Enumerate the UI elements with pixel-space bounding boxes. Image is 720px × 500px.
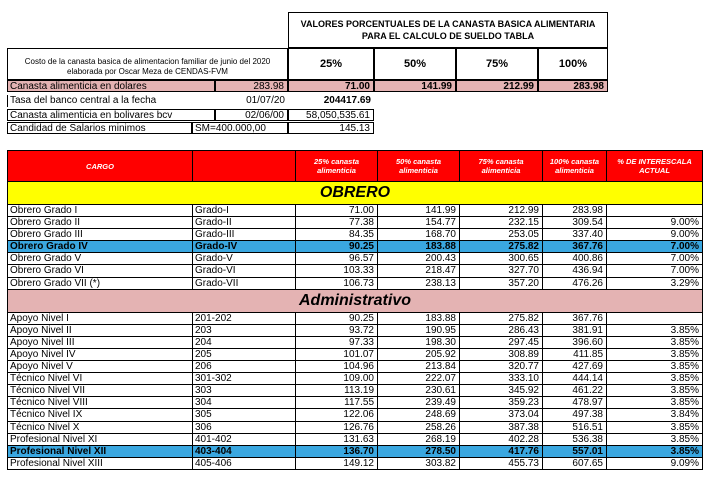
interescala-cell: 3.85%: [607, 336, 703, 348]
cargo-cell: Técnico Nivel VIII: [8, 397, 193, 409]
p50-cell: 248.69: [378, 409, 460, 421]
canasta-25-value: 71.00: [288, 80, 374, 92]
interescala-cell: 7.00%: [607, 265, 703, 277]
cargo-cell: Apoyo Nivel II: [8, 324, 193, 336]
p50-cell: 213.84: [378, 361, 460, 373]
interescala-cell: 3.85%: [607, 361, 703, 373]
column-header: CARGO: [8, 151, 193, 182]
pct-header-25: 25%: [288, 48, 374, 80]
p100-cell: 461.22: [543, 385, 607, 397]
p75-cell: 275.82: [460, 312, 543, 324]
cargo-cell: Profesional Nivel XI: [8, 433, 193, 445]
table-row: [8, 421, 703, 433]
interescala-cell: 3.85%: [607, 433, 703, 445]
cargo-cell: Técnico Nivel VII: [8, 385, 193, 397]
salarios-ref: SM=400.000,00: [192, 122, 288, 134]
pct-header-100: 100%: [538, 48, 608, 80]
table-row: [8, 433, 703, 445]
p50-cell: 190.95: [378, 324, 460, 336]
p50-cell: 154.77: [378, 217, 460, 229]
tasa-date: 01/07/20: [246, 95, 285, 106]
table-row: [8, 397, 703, 409]
grado-cell: 301-302: [193, 373, 296, 385]
table-row: [8, 348, 703, 360]
p50-cell: 200.43: [378, 253, 460, 265]
table-row: [8, 312, 703, 324]
table-row: [8, 241, 703, 253]
table-row: [8, 253, 703, 265]
summary-title-line2: PARA EL CALCULO DE SUELDO TABLA: [361, 31, 535, 41]
grado-cell: 203: [193, 324, 296, 336]
tasa-value: 204417.69: [323, 95, 371, 106]
grado-cell: 403-404: [193, 445, 296, 457]
pct-header-50: 50%: [374, 48, 456, 80]
bolivares-date: 02/06/00: [215, 109, 288, 121]
p50-cell: 168.70: [378, 229, 460, 241]
p50-cell: 183.88: [378, 241, 460, 253]
cargo-cell: Obrero Grado II: [8, 217, 193, 229]
p75-cell: 327.70: [460, 265, 543, 277]
section-obrero: [8, 182, 703, 205]
p100-cell: 411.85: [543, 348, 607, 360]
table-header-row: [8, 151, 703, 182]
p100-cell: 516.51: [543, 421, 607, 433]
p50-cell: 198.30: [378, 336, 460, 348]
salary-grid: [7, 150, 703, 470]
p25-cell: 113.19: [296, 385, 378, 397]
column-header: 75% canasta alimenticia: [460, 151, 543, 182]
p25-cell: 126.76: [296, 421, 378, 433]
p100-cell: 557.01: [543, 445, 607, 457]
table-row: [8, 229, 703, 241]
section-administrativo: [8, 289, 703, 312]
grado-cell: 201-202: [193, 312, 296, 324]
table-row: [8, 445, 703, 457]
interescala-cell: 3.85%: [607, 373, 703, 385]
canasta-100-value: 283.98: [538, 80, 608, 92]
table-row: [8, 265, 703, 277]
pct-header-75: 75%: [456, 48, 538, 80]
p50-cell: 218.47: [378, 265, 460, 277]
p100-cell: 381.91: [543, 324, 607, 336]
grado-cell: 303: [193, 385, 296, 397]
p50-cell: 222.07: [378, 373, 460, 385]
grado-cell: Grado-V: [193, 253, 296, 265]
p25-cell: 84.35: [296, 229, 378, 241]
grado-cell: 305: [193, 409, 296, 421]
p75-cell: 357.20: [460, 277, 543, 289]
p100-cell: 337.40: [543, 229, 607, 241]
cargo-cell: Apoyo Nivel I: [8, 312, 193, 324]
p100-cell: 478.97: [543, 397, 607, 409]
column-header: 50% canasta alimenticia: [378, 151, 460, 182]
p25-cell: 77.38: [296, 217, 378, 229]
p75-cell: 300.65: [460, 253, 543, 265]
table-row: [8, 457, 703, 469]
cargo-cell: Obrero Grado VII (*): [8, 277, 193, 289]
cargo-cell: Obrero Grado IV: [8, 241, 193, 253]
bolivares-value: 58,050,535.61: [288, 109, 374, 121]
table-row: [8, 385, 703, 397]
p100-cell: 607.65: [543, 457, 607, 469]
interescala-cell: 9.00%: [607, 217, 703, 229]
interescala-cell: 3.85%: [607, 445, 703, 457]
p25-cell: 122.06: [296, 409, 378, 421]
table-row: [8, 373, 703, 385]
p100-cell: 309.54: [543, 217, 607, 229]
cargo-cell: Apoyo Nivel V: [8, 361, 193, 373]
grado-cell: Grado-III: [193, 229, 296, 241]
p75-cell: 359.23: [460, 397, 543, 409]
p50-cell: 278.50: [378, 445, 460, 457]
interescala-cell: 9.00%: [607, 229, 703, 241]
p25-cell: 103.33: [296, 265, 378, 277]
p25-cell: 131.63: [296, 433, 378, 445]
interescala-cell: 3.85%: [607, 385, 703, 397]
p50-cell: 183.88: [378, 312, 460, 324]
cargo-cell: Profesional Nivel XII: [8, 445, 193, 457]
p100-cell: 536.38: [543, 433, 607, 445]
grado-cell: 206: [193, 361, 296, 373]
p75-cell: 297.45: [460, 336, 543, 348]
table-row: [8, 361, 703, 373]
interescala-cell: [607, 205, 703, 217]
p50-cell: 141.99: [378, 205, 460, 217]
grado-cell: Grado-VI: [193, 265, 296, 277]
interescala-cell: 7.00%: [607, 253, 703, 265]
p75-cell: 455.73: [460, 457, 543, 469]
grado-cell: Grado-VII: [193, 277, 296, 289]
grado-cell: 306: [193, 421, 296, 433]
cargo-cell: Obrero Grado III: [8, 229, 193, 241]
p75-cell: 232.15: [460, 217, 543, 229]
canasta-50-value: 141.99: [374, 80, 456, 92]
p100-cell: 396.60: [543, 336, 607, 348]
p75-cell: 345.92: [460, 385, 543, 397]
grado-cell: Grado-IV: [193, 241, 296, 253]
grado-cell: 304: [193, 397, 296, 409]
p25-cell: 93.72: [296, 324, 378, 336]
interescala-cell: 3.85%: [607, 348, 703, 360]
p75-cell: 387.38: [460, 421, 543, 433]
p100-cell: 444.14: [543, 373, 607, 385]
cargo-cell: Apoyo Nivel III: [8, 336, 193, 348]
cargo-cell: Obrero Grado I: [8, 205, 193, 217]
p50-cell: 205.92: [378, 348, 460, 360]
table-row: [8, 205, 703, 217]
p50-cell: 268.19: [378, 433, 460, 445]
p100-cell: 476.26: [543, 277, 607, 289]
column-header: 100% canasta alimenticia: [543, 151, 607, 182]
cargo-cell: Obrero Grado V: [8, 253, 193, 265]
column-header: 25% canasta alimenticia: [296, 151, 378, 182]
interescala-cell: 3.85%: [607, 397, 703, 409]
p75-cell: 417.76: [460, 445, 543, 457]
p100-cell: 497.38: [543, 409, 607, 421]
salary-table: [7, 150, 702, 470]
p25-cell: 109.00: [296, 373, 378, 385]
p50-cell: 258.26: [378, 421, 460, 433]
cargo-cell: Apoyo Nivel IV: [8, 348, 193, 360]
p25-cell: 97.33: [296, 336, 378, 348]
p75-cell: 253.05: [460, 229, 543, 241]
p100-cell: 436.94: [543, 265, 607, 277]
summary-title-line1: VALORES PORCENTUALES DE LA CANASTA BASICA ALIMENTARIA: [300, 19, 596, 29]
interescala-cell: 3.29%: [607, 277, 703, 289]
p25-cell: 136.70: [296, 445, 378, 457]
table-row: [8, 217, 703, 229]
column-header: [193, 151, 296, 182]
p25-cell: 90.25: [296, 241, 378, 253]
interescala-cell: 3.84%: [607, 409, 703, 421]
section-obrero-title: OBRERO: [8, 182, 703, 205]
p25-cell: 117.55: [296, 397, 378, 409]
grado-cell: 405-406: [193, 457, 296, 469]
table-row: [8, 409, 703, 421]
p75-cell: 212.99: [460, 205, 543, 217]
p100-cell: 427.69: [543, 361, 607, 373]
grado-cell: Grado-I: [193, 205, 296, 217]
table-row: [8, 336, 703, 348]
p25-cell: 149.12: [296, 457, 378, 469]
tasa-label: Tasa del banco central a la fecha: [7, 95, 215, 107]
p75-cell: 402.28: [460, 433, 543, 445]
p50-cell: 303.82: [378, 457, 460, 469]
bolivares-label: Canasta alimenticia en bolivares bcv: [7, 109, 215, 121]
salarios-value: 145.13: [288, 122, 374, 134]
cargo-cell: Obrero Grado VI: [8, 265, 193, 277]
p100-cell: 283.98: [543, 205, 607, 217]
p25-cell: 90.25: [296, 312, 378, 324]
p25-cell: 101.07: [296, 348, 378, 360]
p25-cell: 96.57: [296, 253, 378, 265]
p50-cell: 238.13: [378, 277, 460, 289]
interescala-cell: [607, 312, 703, 324]
interescala-cell: 3.85%: [607, 324, 703, 336]
summary-title: [288, 12, 608, 48]
grado-cell: Grado-II: [193, 217, 296, 229]
p50-cell: 230.61: [378, 385, 460, 397]
grado-cell: 205: [193, 348, 296, 360]
cargo-cell: Técnico Nivel X: [8, 421, 193, 433]
section-administrativo-title: Administrativo: [8, 289, 703, 312]
grado-cell: 401-402: [193, 433, 296, 445]
p75-cell: 275.82: [460, 241, 543, 253]
p25-cell: 106.73: [296, 277, 378, 289]
grado-cell: 204: [193, 336, 296, 348]
interescala-cell: 9.09%: [607, 457, 703, 469]
p75-cell: 373.04: [460, 409, 543, 421]
p100-cell: 367.76: [543, 312, 607, 324]
salarios-label: Candidad de Salarios minimos: [7, 122, 192, 134]
table-row: [8, 277, 703, 289]
p50-cell: 239.49: [378, 397, 460, 409]
column-header: % DE INTERESCALA ACTUAL: [607, 151, 703, 182]
p100-cell: 367.76: [543, 241, 607, 253]
p100-cell: 400.86: [543, 253, 607, 265]
canasta-description: Costo de la canasta basica de alimentacion familiar de junio del 2020 elaborada por Oscar Meza de CENDAS-FVM: [7, 48, 288, 80]
p75-cell: 333.10: [460, 373, 543, 385]
p25-cell: 104.96: [296, 361, 378, 373]
p75-cell: 308.89: [460, 348, 543, 360]
canasta-dolares-label: Canasta alimenticia en dolares: [7, 80, 215, 92]
p25-cell: 71.00: [296, 205, 378, 217]
cargo-cell: Técnico Nivel VI: [8, 373, 193, 385]
canasta-dolares-value: 283.98: [215, 80, 288, 92]
cargo-cell: Profesional Nivel XIII: [8, 457, 193, 469]
p75-cell: 286.43: [460, 324, 543, 336]
interescala-cell: 3.85%: [607, 421, 703, 433]
p75-cell: 320.77: [460, 361, 543, 373]
table-row: [8, 324, 703, 336]
cargo-cell: Técnico Nivel IX: [8, 409, 193, 421]
interescala-cell: 7.00%: [607, 241, 703, 253]
canasta-75-value: 212.99: [456, 80, 538, 92]
